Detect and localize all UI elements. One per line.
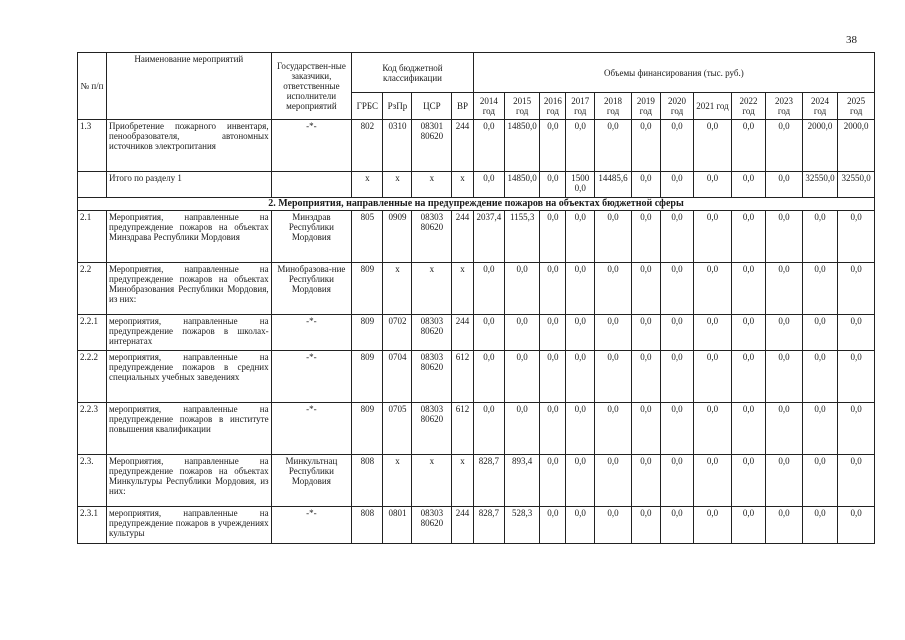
row-value: 0,0 xyxy=(504,263,539,315)
row-value: 0,0 xyxy=(838,507,875,544)
row-value: 0,0 xyxy=(802,403,837,455)
section-row xyxy=(78,198,875,211)
row-num: 1.3 xyxy=(78,120,107,172)
row-value: 2000,0 xyxy=(802,120,837,172)
row-name: Приобретение пожарного инвентаря, пенообразователя, автономных источников электропитания xyxy=(107,120,272,172)
header-code-ЦСР: ЦСР xyxy=(412,93,452,120)
row-rzpr: х xyxy=(383,263,412,315)
row-value: 0,0 xyxy=(631,211,660,263)
row-value: 0,0 xyxy=(660,263,693,315)
row-value: 0,0 xyxy=(802,455,837,507)
row-vr: 244 xyxy=(452,507,474,544)
row-value: 0,0 xyxy=(660,120,693,172)
row-value: 0,0 xyxy=(660,455,693,507)
header-year: 2022 год xyxy=(731,93,765,120)
row-grbs: 809 xyxy=(352,351,383,403)
row-value: 0,0 xyxy=(473,315,504,351)
row-value: 0,0 xyxy=(595,211,632,263)
row-name: мероприятия, направленные на предупреждение пожаров в средних специальных учебных заведениях xyxy=(107,351,272,403)
row-vr: х xyxy=(452,172,474,198)
row-csr: 08303 80620 xyxy=(412,315,452,351)
row-value: 14485,6 xyxy=(595,172,632,198)
row-value: 1155,3 xyxy=(504,211,539,263)
row-value: 0,0 xyxy=(838,351,875,403)
row-value: 0,0 xyxy=(595,351,632,403)
row-value: 0,0 xyxy=(566,507,595,544)
row-value: 0,0 xyxy=(566,263,595,315)
header-year: 2017 год xyxy=(566,93,595,120)
row-value: 0,0 xyxy=(766,403,803,455)
row-customer: Минздрав Республики Мордовия xyxy=(271,211,352,263)
row-value: 0,0 xyxy=(595,403,632,455)
row-value: 0,0 xyxy=(731,263,765,315)
row-value: 528,3 xyxy=(504,507,539,544)
table-row xyxy=(78,351,875,403)
row-vr: 244 xyxy=(452,315,474,351)
row-value: 0,0 xyxy=(694,120,732,172)
row-value: 0,0 xyxy=(631,120,660,172)
row-name: Мероприятия, направленные на предупреждение пожаров на объектах Минздрава Республики Мордовия xyxy=(107,211,272,263)
row-grbs: 809 xyxy=(352,315,383,351)
row-name: Мероприятия, направленные на предупреждение пожаров на объектах Минобразования Республики Мордовия, из них: xyxy=(107,263,272,315)
table-row xyxy=(78,211,875,263)
row-value: 0,0 xyxy=(540,263,566,315)
row-value: 0,0 xyxy=(595,120,632,172)
row-customer: Минкультнац Республики Мордовия xyxy=(271,455,352,507)
row-value: 0,0 xyxy=(694,455,732,507)
row-value: 0,0 xyxy=(595,507,632,544)
row-value: 0,0 xyxy=(540,403,566,455)
row-csr: х xyxy=(412,263,452,315)
row-rzpr: х xyxy=(383,455,412,507)
row-value: 0,0 xyxy=(802,211,837,263)
row-value: 0,0 xyxy=(540,172,566,198)
row-value: 0,0 xyxy=(566,315,595,351)
row-value: 0,0 xyxy=(566,120,595,172)
row-value: 0,0 xyxy=(504,403,539,455)
row-value: 0,0 xyxy=(540,315,566,351)
row-value: 0,0 xyxy=(473,120,504,172)
row-value: 0,0 xyxy=(766,507,803,544)
row-vr: 244 xyxy=(452,120,474,172)
row-num xyxy=(78,172,107,198)
row-num: 2.3. xyxy=(78,455,107,507)
row-customer: Минобразова-ние Республики Мордовия xyxy=(271,263,352,315)
row-value: 0,0 xyxy=(694,403,732,455)
row-value: 0,0 xyxy=(473,403,504,455)
table-row xyxy=(78,172,875,198)
row-value: 0,0 xyxy=(731,172,765,198)
row-name: мероприятия, направленные на предупреждение пожаров в институте повышения квалификации xyxy=(107,403,272,455)
row-value: 0,0 xyxy=(631,507,660,544)
row-customer: -*- xyxy=(271,507,352,544)
funding-table xyxy=(77,52,875,544)
row-csr: х xyxy=(412,455,452,507)
row-value: 0,0 xyxy=(838,455,875,507)
row-vr: 244 xyxy=(452,211,474,263)
row-value: 2037,4 xyxy=(473,211,504,263)
row-value: 0,0 xyxy=(473,351,504,403)
row-vr: 612 xyxy=(452,403,474,455)
section-2-title: 2. Мероприятия, направленные на предупреждение пожаров на объектах бюджетной сферы xyxy=(78,198,875,211)
row-value: 32550,0 xyxy=(802,172,837,198)
header-year: 2021 год xyxy=(694,93,732,120)
row-value: 0,0 xyxy=(694,172,732,198)
row-value: 0,0 xyxy=(802,315,837,351)
row-value: 0,0 xyxy=(566,211,595,263)
row-value: 0,0 xyxy=(766,172,803,198)
row-value: 893,4 xyxy=(504,455,539,507)
row-csr: 08303 80620 xyxy=(412,403,452,455)
row-value: 0,0 xyxy=(731,351,765,403)
row-value: 0,0 xyxy=(660,507,693,544)
row-rzpr: 0704 xyxy=(383,351,412,403)
row-value: 0,0 xyxy=(660,351,693,403)
header-year: 2024 год xyxy=(802,93,837,120)
row-vr: х xyxy=(452,263,474,315)
header-year: 2016 год xyxy=(540,93,566,120)
row-value: 0,0 xyxy=(766,263,803,315)
row-value: 0,0 xyxy=(631,263,660,315)
header-year: 2018 год xyxy=(595,93,632,120)
row-value: 14850,0 xyxy=(504,120,539,172)
row-num: 2.2.3 xyxy=(78,403,107,455)
header-year: 2019 год xyxy=(631,93,660,120)
row-value: 0,0 xyxy=(838,403,875,455)
row-value: 0,0 xyxy=(595,455,632,507)
header-customer: Государствен-ные заказчики, ответственные исполнители мероприятий xyxy=(271,53,352,120)
row-value: 0,0 xyxy=(766,211,803,263)
row-customer: -*- xyxy=(271,120,352,172)
row-value: 0,0 xyxy=(694,351,732,403)
row-name: мероприятия, направленные на предупреждение пожаров в школах-интернатах xyxy=(107,315,272,351)
row-grbs: 802 xyxy=(352,120,383,172)
row-value: 0,0 xyxy=(766,315,803,351)
row-csr: 08301 80620 xyxy=(412,120,452,172)
row-value: 0,0 xyxy=(566,351,595,403)
row-value: 32550,0 xyxy=(838,172,875,198)
row-rzpr: 0909 xyxy=(383,211,412,263)
page-number: 38 xyxy=(846,34,857,46)
header-year: 2025 год xyxy=(838,93,875,120)
row-name: Итого по разделу 1 xyxy=(107,172,272,198)
row-value: 0,0 xyxy=(631,455,660,507)
row-value: 0,0 xyxy=(802,263,837,315)
row-value: 0,0 xyxy=(631,403,660,455)
header-code-ВР: ВР xyxy=(452,93,474,120)
row-value: 14850,0 xyxy=(504,172,539,198)
row-value: 0,0 xyxy=(473,263,504,315)
row-value: 0,0 xyxy=(660,315,693,351)
row-customer: -*- xyxy=(271,315,352,351)
table-row xyxy=(78,403,875,455)
row-value: 0,0 xyxy=(566,403,595,455)
row-value: 828,7 xyxy=(473,507,504,544)
row-value: 0,0 xyxy=(802,507,837,544)
row-vr: 612 xyxy=(452,351,474,403)
row-num: 2.1 xyxy=(78,211,107,263)
header-year: 2015 год xyxy=(504,93,539,120)
row-value: 0,0 xyxy=(660,211,693,263)
row-num: 2.2 xyxy=(78,263,107,315)
row-num: 2.3.1 xyxy=(78,507,107,544)
header-year: 2020 год xyxy=(660,93,693,120)
row-grbs: 808 xyxy=(352,507,383,544)
row-value: 0,0 xyxy=(731,315,765,351)
row-rzpr: 0702 xyxy=(383,315,412,351)
row-grbs: 809 xyxy=(352,263,383,315)
row-value: 0,0 xyxy=(504,351,539,403)
row-value: 0,0 xyxy=(504,315,539,351)
header-budget-code: Код бюджетной классификации xyxy=(352,53,474,93)
row-value: 0,0 xyxy=(731,120,765,172)
row-customer: -*- xyxy=(271,351,352,403)
row-value: 0,0 xyxy=(731,403,765,455)
table-row xyxy=(78,120,875,172)
row-value: 828,7 xyxy=(473,455,504,507)
row-rzpr: 0705 xyxy=(383,403,412,455)
row-name: мероприятия, направленные на предупреждение пожаров в учреждениях культуры xyxy=(107,507,272,544)
header-year: 2023 год xyxy=(766,93,803,120)
header-year: 2014 год xyxy=(473,93,504,120)
row-value: 0,0 xyxy=(540,211,566,263)
row-value: 0,0 xyxy=(731,455,765,507)
row-customer xyxy=(271,172,352,198)
header-code-РзПр: РзПр xyxy=(383,93,412,120)
row-csr: 08303 80620 xyxy=(412,507,452,544)
table-row xyxy=(78,507,875,544)
row-grbs: 808 xyxy=(352,455,383,507)
row-value: 0,0 xyxy=(694,507,732,544)
row-value: 0,0 xyxy=(838,315,875,351)
table-row xyxy=(78,315,875,351)
row-grbs: х xyxy=(352,172,383,198)
row-rzpr: 0801 xyxy=(383,507,412,544)
row-value: 0,0 xyxy=(802,351,837,403)
row-value: 0,0 xyxy=(566,455,595,507)
row-value: 0,0 xyxy=(838,263,875,315)
row-rzpr: 0310 xyxy=(383,120,412,172)
row-value: 0,0 xyxy=(595,315,632,351)
row-csr: 08303 80620 xyxy=(412,351,452,403)
row-csr: 08303 80620 xyxy=(412,211,452,263)
row-num: 2.2.1 xyxy=(78,315,107,351)
row-value: 0,0 xyxy=(694,211,732,263)
row-value: 0,0 xyxy=(766,455,803,507)
row-value: 2000,0 xyxy=(838,120,875,172)
row-value: 0,0 xyxy=(694,315,732,351)
row-value: 15000,0 xyxy=(566,172,595,198)
row-grbs: 809 xyxy=(352,403,383,455)
row-rzpr: х xyxy=(383,172,412,198)
row-value: 0,0 xyxy=(766,120,803,172)
row-value: 0,0 xyxy=(660,172,693,198)
row-value: 0,0 xyxy=(660,403,693,455)
row-value: 0,0 xyxy=(595,263,632,315)
row-customer: -*- xyxy=(271,403,352,455)
row-value: 0,0 xyxy=(766,351,803,403)
row-value: 0,0 xyxy=(731,507,765,544)
row-num: 2.2.2 xyxy=(78,351,107,403)
row-value: 0,0 xyxy=(540,351,566,403)
row-value: 0,0 xyxy=(694,263,732,315)
row-value: 0,0 xyxy=(731,211,765,263)
row-value: 0,0 xyxy=(473,172,504,198)
table-row xyxy=(78,455,875,507)
header-funding: Объемы финансирования (тыс. руб.) xyxy=(473,53,874,93)
row-value: 0,0 xyxy=(631,351,660,403)
row-csr: х xyxy=(412,172,452,198)
row-value: 0,0 xyxy=(631,172,660,198)
row-value: 0,0 xyxy=(540,120,566,172)
header-name: Наименование мероприятий xyxy=(107,53,272,120)
header-code-ГРБС: ГРБС xyxy=(352,93,383,120)
row-grbs: 805 xyxy=(352,211,383,263)
row-vr: х xyxy=(452,455,474,507)
row-value: 0,0 xyxy=(631,315,660,351)
row-value: 0,0 xyxy=(540,507,566,544)
row-value: 0,0 xyxy=(540,455,566,507)
header-num: № п/п xyxy=(78,53,107,120)
table-row xyxy=(78,263,875,315)
row-name: Мероприятия, направленные на предупреждение пожаров на объектах Минкультуры Республики Мордовия, из них: xyxy=(107,455,272,507)
row-value: 0,0 xyxy=(838,211,875,263)
